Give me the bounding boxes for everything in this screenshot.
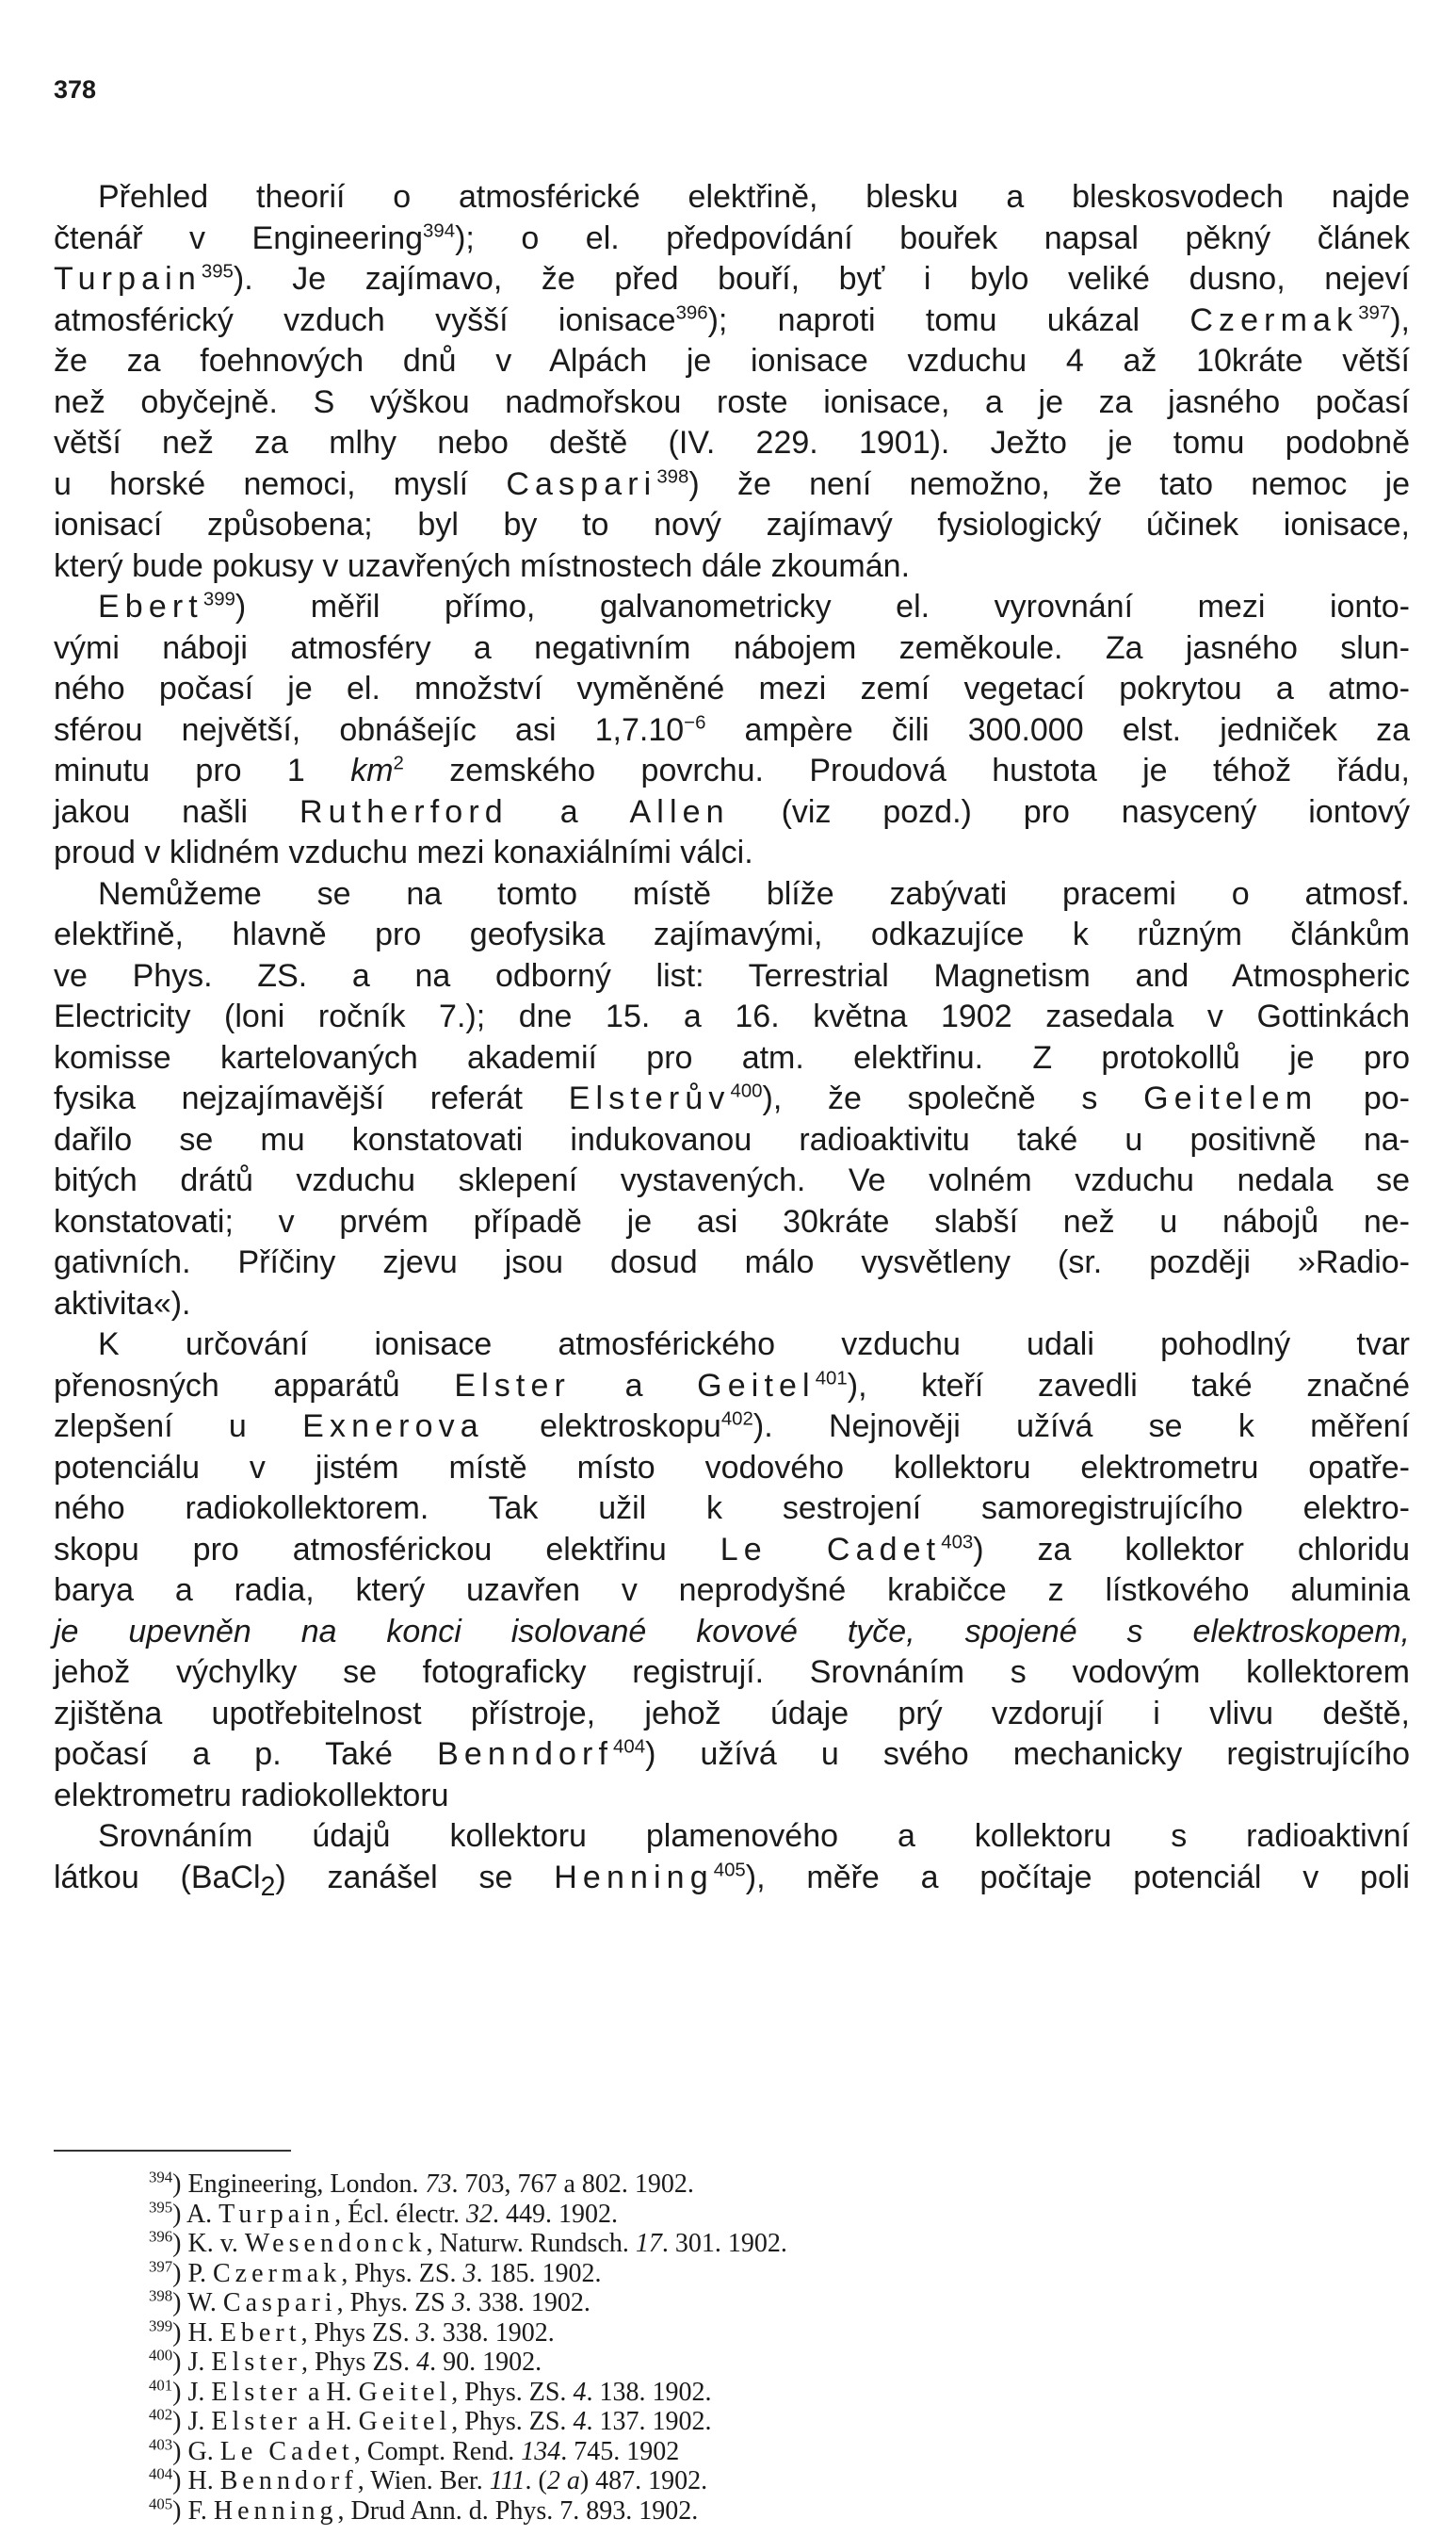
text-line	[54, 1530, 1410, 1571]
text-run: Electricity (loni ročník 7.); dne 15. a 16. května 1902 zasedala v Gottinkách	[54, 999, 1410, 1034]
text-line	[54, 1284, 1410, 1325]
text-line	[54, 1079, 1410, 1120]
text-run: gativních. Příčiny zjevu jsou dosud málo vysvětleny (sr. později »Radio-	[54, 1244, 1410, 1280]
superscript: 403	[941, 1532, 974, 1553]
text-run: skopu pro atmosférickou elektřinu	[54, 1531, 720, 1568]
text-line	[54, 177, 1410, 219]
text-run: , Phys. ZS.	[341, 2258, 463, 2288]
footnote	[149, 2378, 1185, 2408]
text-run: barya a radia, který uzavřen v neprodyšné krabičce z lístkového aluminia	[54, 1572, 1410, 1608]
text-run: látkou (BaCl	[54, 1859, 261, 1895]
text-run: který bude pokusy v uzavřených místnostech dále zkoumán.	[54, 547, 911, 584]
text-line	[54, 1202, 1410, 1243]
superscript: 396	[675, 302, 708, 324]
text-run: . 703, 767 a 802. 1902.	[451, 2169, 694, 2199]
text-line	[54, 1570, 1410, 1612]
footnote	[149, 2200, 1185, 2230]
text-run: proud v klidném vzduchu mezi konaxiálními válci.	[54, 835, 753, 870]
spaced-name: Caspari	[222, 2288, 337, 2317]
text-line	[54, 669, 1410, 710]
text-line	[54, 341, 1410, 382]
text-run: elektroskopu	[483, 1408, 721, 1444]
text-line	[54, 259, 1410, 301]
text-run: a H.	[300, 2377, 359, 2407]
footnote	[149, 2288, 1185, 2318]
text-run: ) J.	[172, 2377, 212, 2407]
italic-text: je upevněn na konci isolované kovové tyče, spojené s elektroskopem,	[54, 1613, 1410, 1649]
superscript: 396	[149, 2227, 173, 2246]
superscript: 400	[149, 2346, 173, 2364]
superscript: 400	[730, 1081, 763, 1102]
superscript: 397	[149, 2257, 173, 2276]
italic-text: 4	[573, 2377, 587, 2407]
spaced-name: Ebert	[219, 2317, 301, 2348]
text-line	[54, 1366, 1410, 1407]
spaced-name: Geitelem	[1143, 1081, 1318, 1116]
text-run: a	[508, 793, 630, 830]
text-run: ). Je zajímavo, že před bouří, byť i bylo veliké dusno, nejeví	[233, 261, 1410, 297]
text-run: aktivita«).	[54, 1285, 191, 1322]
footnote	[149, 2318, 1185, 2348]
text-line	[54, 1161, 1410, 1202]
text-line	[54, 423, 1410, 464]
text-line	[54, 505, 1410, 546]
spaced-name: Le Cadet	[720, 1531, 942, 1568]
italic-text: 3	[462, 2258, 477, 2288]
text-run: . 301. 1902.	[661, 2229, 787, 2258]
text-line	[54, 1694, 1410, 1735]
footnote-separator	[54, 2150, 291, 2152]
text-run: , Phys ZS.	[300, 2348, 417, 2377]
text-run: , Phys ZS.	[300, 2317, 416, 2348]
page-number: 378	[54, 75, 97, 104]
spaced-name: Geitel	[697, 1367, 816, 1404]
text-run: atmosférický vzduch vyšší ionisace	[54, 301, 676, 338]
superscript: 401	[815, 1368, 848, 1389]
text-run: elektrometru radiokollektoru	[54, 1777, 449, 1813]
text-run: ) J.	[172, 2348, 212, 2377]
text-run: ), že společně s	[762, 1081, 1144, 1116]
text-run: Přehled theorií o atmosférické elektřině, blesku a bleskosvodech najde	[98, 179, 1410, 215]
text-line	[54, 628, 1410, 670]
text-run: , Phys. ZS.	[451, 2377, 574, 2407]
text-run: přenosných apparátů	[54, 1367, 455, 1404]
spaced-name: Wesendonck	[244, 2229, 427, 2258]
text-line	[54, 301, 1410, 342]
text-run: a	[570, 1367, 698, 1404]
text-line	[54, 751, 1410, 792]
text-run: zemského povrchu. Proudová hustota je téhož řádu,	[403, 753, 1410, 788]
superscript: 397	[1358, 302, 1391, 324]
superscript: 402	[149, 2405, 173, 2424]
spaced-name: Rutherford	[299, 793, 509, 830]
text-run: u horské nemoci, myslí	[54, 465, 507, 502]
text-run: ) W.	[172, 2288, 223, 2317]
text-line	[54, 219, 1410, 260]
spaced-name: Exnerova	[302, 1408, 484, 1444]
text-run: . 90. 1902.	[429, 2348, 542, 2377]
italic-text: 4	[573, 2407, 587, 2436]
superscript: 399	[202, 589, 235, 610]
text-line	[54, 915, 1410, 956]
text-run: ného radiokollektorem. Tak užil k sestrojení samoregistrujícího elektro-	[54, 1490, 1410, 1526]
text-run: ) H.	[172, 2317, 220, 2348]
text-run: sférou největší, obnášejíc asi 1,7.10	[54, 711, 685, 748]
superscript: 399	[149, 2316, 173, 2335]
italic-text: 4	[416, 2348, 430, 2377]
text-run: . (	[525, 2466, 547, 2495]
text-run: než obyčejně. S výškou nadmořskou roste ionisace, a je za jasného počasí	[54, 383, 1410, 420]
text-run: . 449. 1902.	[493, 2199, 619, 2229]
footnote	[149, 2229, 1185, 2259]
text-run: větší než za mlhy nebo deště (IV. 229. 1901). Ježto je tomu podobně	[54, 425, 1410, 461]
text-line	[54, 1243, 1410, 1284]
spaced-name: Henning	[554, 1859, 714, 1895]
superscript: 394	[149, 2168, 173, 2186]
text-line	[54, 1652, 1410, 1694]
superscript: 395	[201, 261, 234, 283]
text-run: K určování ionisace atmosférického vzduchu udali pohodlný tvar	[98, 1326, 1410, 1362]
text-line	[54, 1612, 1410, 1653]
text-run: elektřině, hlavně pro geofysika zajímavými, odkazujíce k různým článkům	[54, 917, 1410, 952]
text-line	[54, 1488, 1410, 1530]
text-run: ionisací způsobena; byl by to nový zajímavý fysiologický účinek ionisace,	[54, 507, 1410, 543]
superscript: 398	[149, 2286, 173, 2305]
text-run: minutu pro 1	[54, 753, 351, 788]
text-run: . 338. 1902.	[429, 2317, 555, 2348]
text-run: . 185. 1902.	[476, 2258, 602, 2288]
text-line	[54, 1120, 1410, 1162]
spaced-name: Benndorf	[219, 2466, 358, 2495]
text-run: zlepšení u	[54, 1408, 303, 1444]
text-run: ) 487. 1902.	[579, 2466, 708, 2495]
footnote	[149, 2169, 1185, 2200]
text-run: po-	[1318, 1081, 1411, 1116]
text-run: ) za kollektor chloridu	[973, 1531, 1410, 1568]
footnotes	[149, 2169, 1185, 2526]
spaced-name: Henning	[213, 2495, 338, 2526]
text-line	[54, 1734, 1410, 1776]
text-run: , Écl. électr.	[334, 2199, 467, 2229]
text-run: ) G.	[172, 2436, 220, 2466]
text-run: ) Engineering, London.	[172, 2169, 426, 2199]
text-line	[54, 1776, 1410, 1817]
text-line	[54, 833, 1410, 874]
text-run: vými náboji atmosféry a negativním nábojem zeměkoule. Za jasného slun-	[54, 629, 1410, 666]
text-run: ),	[1390, 301, 1410, 338]
text-line	[54, 1858, 1410, 1908]
text-run: zjištěna upotřebitelnost přístroje, jehož údaje prý vzdorují i vlivu deště,	[54, 1695, 1410, 1731]
text-run: bitých drátů vzduchu sklepení vystavených. Ve volném vzduchu nedala se	[54, 1162, 1410, 1198]
italic-text: 134	[521, 2436, 561, 2466]
text-line	[54, 382, 1410, 424]
italic-text: 73	[425, 2169, 452, 2199]
subscript: 2	[260, 1871, 276, 1902]
text-run: Nemůžeme se na tomto místě blíže zabývati pracemi o atmosf.	[98, 875, 1410, 912]
text-run: ) zanášel se	[275, 1859, 555, 1895]
text-run: potenciálu v jistém místě místo vodového kollektoru elektrometru opatře-	[54, 1449, 1410, 1486]
superscript: 404	[613, 1736, 646, 1758]
footnote	[149, 2407, 1185, 2437]
text-run: že za foehnových dnů v Alpách je ionisace vzduchu 4 až 10kráte větší	[54, 343, 1410, 379]
spaced-name: Czermak	[1189, 301, 1359, 338]
text-run: ného počasí je el. množství vyměněné mezi zemí vegetací pokrytou a atmo-	[54, 671, 1410, 707]
superscript: 404	[149, 2464, 173, 2483]
spaced-name: Elster	[211, 2377, 301, 2407]
italic-text: 3	[451, 2288, 465, 2317]
footnote	[149, 2259, 1185, 2289]
text-run: a H.	[300, 2407, 359, 2436]
superscript: 402	[720, 1408, 753, 1430]
superscript: 405	[713, 1860, 746, 1881]
superscript: 403	[149, 2435, 173, 2454]
text-run: . 137. 1902.	[586, 2407, 712, 2436]
footnote	[149, 2348, 1185, 2378]
text-line	[54, 792, 1410, 834]
spaced-name: Geitel	[358, 2377, 452, 2407]
spaced-name: Elster	[454, 1367, 571, 1404]
spaced-name: Benndorf	[437, 1736, 614, 1772]
text-line	[54, 1406, 1410, 1448]
text-line	[54, 997, 1410, 1038]
text-line	[54, 546, 1410, 588]
text-run: ) A.	[172, 2199, 219, 2229]
superscript: 401	[149, 2376, 173, 2395]
text-run: ) užívá u svého mechanicky registrujícího	[645, 1736, 1410, 1772]
superscript: 394	[423, 220, 456, 242]
text-line	[54, 464, 1410, 506]
text-line	[54, 1324, 1410, 1366]
spaced-name: Ebert	[98, 589, 203, 625]
superscript: −6	[684, 712, 706, 734]
text-run: čtenář v Engineering	[54, 219, 424, 256]
text-run: ) K. v.	[172, 2229, 245, 2258]
text-line	[54, 1816, 1410, 1858]
italic-text: 2 a	[546, 2466, 580, 2495]
text-line	[54, 1038, 1410, 1080]
text-run: dařilo se mu konstatovati indukovanou radioaktivitu také u positivně na-	[54, 1121, 1410, 1158]
text-line	[54, 874, 1410, 916]
text-run: . 338. 1902.	[464, 2288, 590, 2317]
footnote	[149, 2466, 1185, 2496]
spaced-name: Czermak	[212, 2258, 342, 2288]
text-run: , Naturw. Rundsch.	[426, 2229, 636, 2258]
spaced-name: Geitel	[358, 2407, 452, 2436]
spaced-name: Turpain	[218, 2199, 335, 2229]
spaced-name: Elsterův	[568, 1081, 731, 1116]
text-run: ) H.	[172, 2466, 220, 2495]
text-run: komisse kartelovaných akademií pro atm. elektřinu. Z protokollů je pro	[54, 1039, 1410, 1076]
superscript: 2	[393, 753, 404, 774]
italic-text: 17	[635, 2229, 662, 2258]
italic-text: 3	[415, 2317, 429, 2348]
text-line	[54, 1448, 1410, 1489]
text-run: ampère čili 300.000 elst. jedniček za	[705, 711, 1410, 748]
text-run: ) J.	[172, 2407, 212, 2436]
text-run: ). Nejnověji užívá se k měření	[752, 1408, 1410, 1444]
spaced-name: Le Cadet	[219, 2436, 354, 2466]
text-run: fysika nejzajímavější referát	[54, 1081, 569, 1116]
text-run: jakou našli	[54, 793, 299, 830]
text-run: ) že není nemožno, že tato nemoc je	[688, 465, 1410, 502]
text-run: ve Phys. ZS. a na odborný list: Terrestrial Magnetism and Atmospheric	[54, 957, 1410, 994]
spaced-name: Caspari	[506, 465, 657, 502]
text-run: ), kteří zavedli také značné	[847, 1367, 1410, 1404]
footnote	[149, 2437, 1185, 2467]
text-run: ); o el. předpovídání bouřek napsal pěkný článek	[455, 219, 1410, 256]
text-run: ), měře a počítaje potenciál v poli	[745, 1859, 1410, 1895]
text-run: , Compt. Rend.	[353, 2436, 522, 2466]
italic-text: 111	[489, 2466, 526, 2495]
text-run: , Phys. ZS	[336, 2288, 452, 2317]
spaced-name: Allen	[629, 793, 730, 830]
superscript: 405	[149, 2494, 173, 2513]
body-text	[54, 177, 1410, 1908]
text-run: jehož výchylky se fotograficky registrují. Srovnáním s vodovým kollektorem	[54, 1654, 1410, 1690]
text-run: ) měřil přímo, galvanometricky el. vyrovnání mezi ionto-	[235, 589, 1410, 625]
text-line	[54, 710, 1410, 752]
spaced-name: Elster	[211, 2348, 301, 2377]
spaced-name: Turpain	[54, 261, 202, 297]
text-line	[54, 587, 1410, 628]
superscript: 398	[656, 466, 689, 488]
text-run: Srovnáním údajů kollektoru plamenového a kollektoru s radioaktivní	[98, 1818, 1410, 1854]
text-run: , Drud Ann. d. Phys. 7. 893. 1902.	[337, 2495, 699, 2526]
superscript: 395	[149, 2198, 173, 2217]
text-run: (viz pozd.) pro nasycený iontový	[729, 793, 1410, 830]
text-run: . 138. 1902.	[586, 2377, 712, 2407]
italic-text: 32	[466, 2199, 493, 2229]
italic-text: km	[350, 753, 394, 788]
text-run: ); naproti tomu ukázal	[707, 301, 1190, 338]
text-run: ) P.	[172, 2258, 213, 2288]
text-run: ) F.	[172, 2495, 214, 2526]
text-run: počasí a p. Také	[54, 1736, 438, 1772]
footnote	[149, 2496, 1185, 2527]
text-run: konstatovati; v prvém případě je asi 30kráte slabší než u nábojů ne-	[54, 1203, 1410, 1240]
text-line	[54, 956, 1410, 998]
text-run: . 745. 1902	[560, 2436, 680, 2466]
text-run: , Phys. ZS.	[451, 2407, 574, 2436]
text-run: , Wien. Ber.	[357, 2466, 490, 2495]
spaced-name: Elster	[211, 2407, 301, 2436]
